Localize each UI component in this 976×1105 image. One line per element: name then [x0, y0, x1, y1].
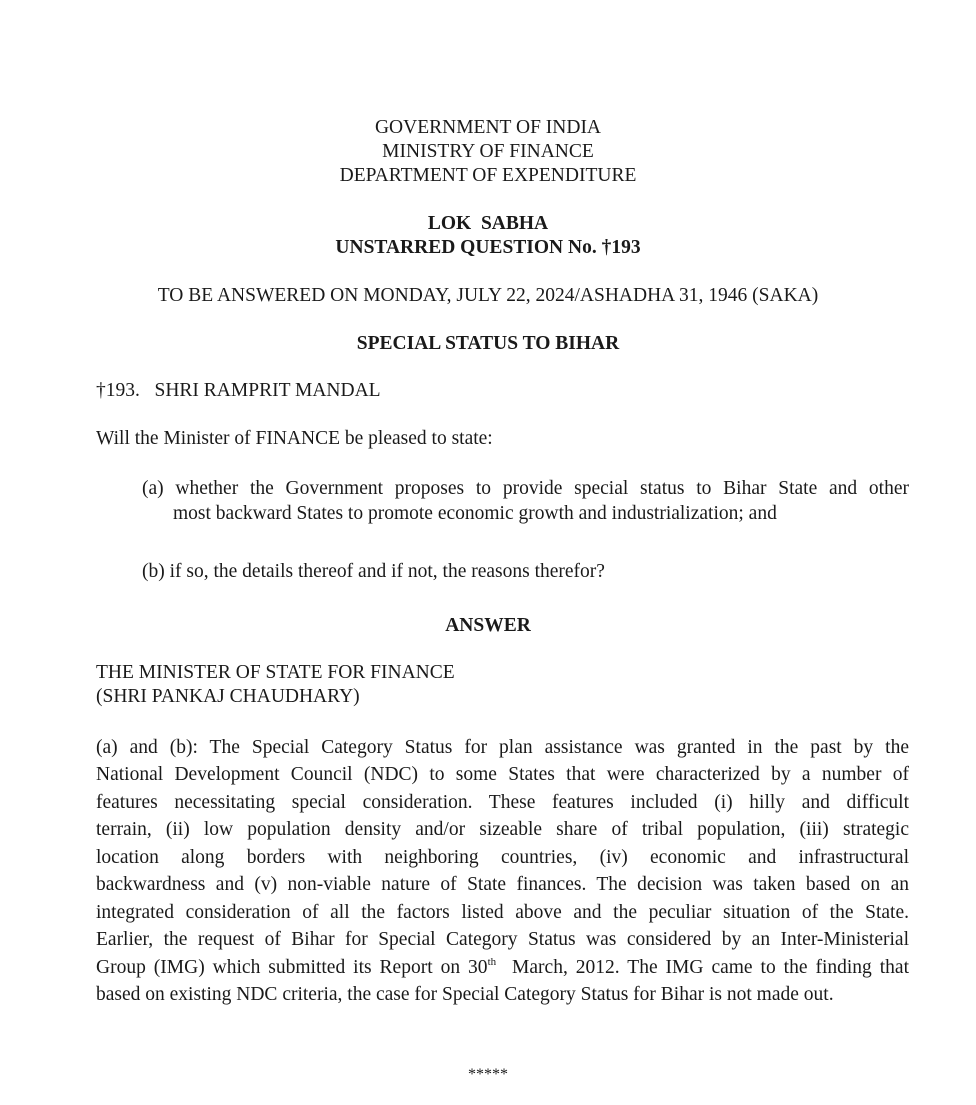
house-heading: LOK SABHA: [427, 213, 549, 234]
minister-title: THE MINISTER OF STATE FOR FINANCE: [96, 662, 455, 683]
minister-name: (SHRI PANKAJ CHAUDHARY): [96, 686, 360, 707]
department-heading: DEPARTMENT OF EXPENDITURE: [339, 165, 637, 186]
answer-line-8: Earlier, the request of Bihar for Special Category Status was considered by an Inter-Ministerial: [96, 929, 909, 950]
answer-line-9: [96, 954, 909, 981]
end-of-document-mark: *****: [468, 1066, 508, 1083]
question-part-b: (b) if so, the details thereof and if not, the reasons therefor?: [142, 561, 605, 582]
answer-line-4: terrain, (ii) low population density and/or sizeable share of tribal population, (iii) strategic: [96, 819, 909, 840]
ordinal-suffix: th: [487, 956, 497, 968]
answer-heading: ANSWER: [445, 615, 531, 636]
answer-line-3: features necessitating special consideration. These features included (i) hilly and difficult: [96, 792, 909, 813]
member-name: †193. SHRI RAMPRIT MANDAL: [96, 380, 381, 401]
answer-line-9-start: Group (IMG) which submitted its Report on 30: [96, 957, 488, 978]
question-number: UNSTARRED QUESTION No. †193: [335, 237, 641, 258]
answer-line-5: location along borders with neighboring countries, (iv) economic and infrastructural: [96, 847, 909, 868]
ministry-heading: MINISTRY OF FINANCE: [382, 141, 594, 162]
answer-line-10: based on existing NDC criteria, the case for Special Category Status for Bihar is not made out.: [96, 984, 834, 1005]
subject-title: SPECIAL STATUS TO BIHAR: [356, 333, 620, 354]
question-part-a-line2: most backward States to promote economic growth and industrialization; and: [173, 503, 777, 524]
answer-line-9-end: March, 2012. The IMG came to the finding that: [496, 957, 909, 978]
govt-heading: GOVERNMENT OF INDIA: [374, 117, 602, 138]
question-part-a-line1: (a) whether the Government proposes to provide special status to Bihar State and other: [142, 478, 909, 499]
answer-line-6: backwardness and (v) non-viable nature of State finances. The decision was taken based on an: [96, 874, 909, 895]
answer-line-2: National Development Council (NDC) to some States that were characterized by a number of: [96, 764, 909, 785]
question-intro: Will the Minister of FINANCE be pleased to state:: [96, 428, 493, 449]
answer-line-7: integrated consideration of all the factors listed above and the peculiar situation of the State.: [96, 902, 909, 923]
answer-date: TO BE ANSWERED ON MONDAY, JULY 22, 2024/ASHADHA 31, 1946 (SAKA): [157, 285, 819, 306]
answer-line-1: (a) and (b): The Special Category Status for plan assistance was granted in the past by the: [96, 737, 909, 758]
